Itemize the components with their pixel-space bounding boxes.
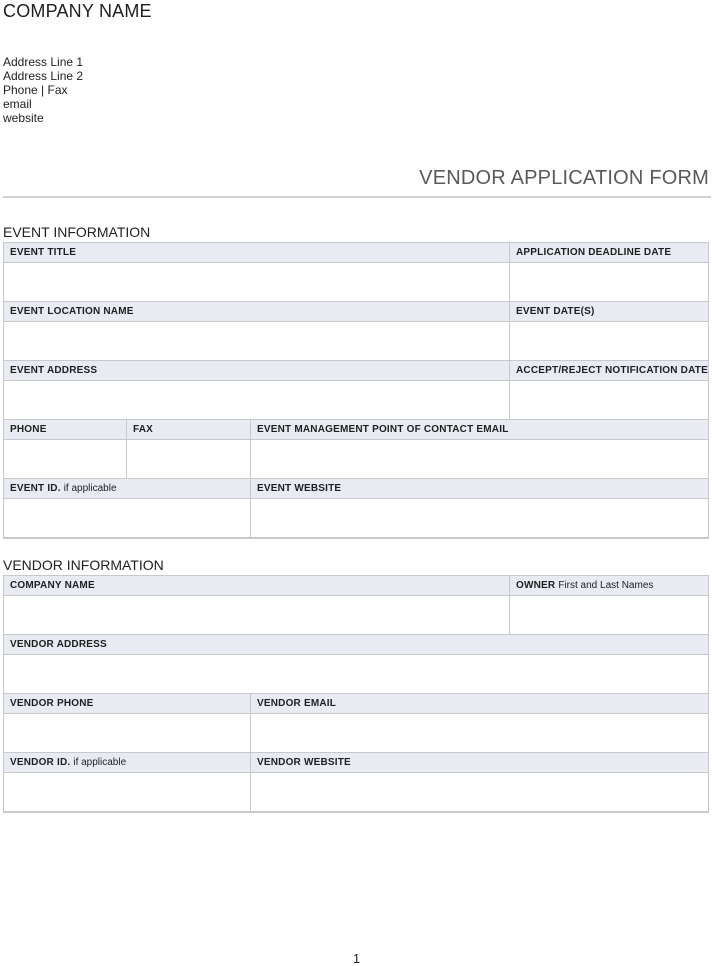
event-information-heading: EVENT INFORMATION: [3, 224, 151, 240]
event-information-table: [3, 242, 709, 539]
page-number: 1: [352, 951, 361, 966]
event-website-field[interactable]: [251, 499, 709, 538]
company-name-label: COMPANY NAME: [4, 576, 510, 596]
event-title-label: EVENT TITLE: [4, 243, 510, 263]
phone-field[interactable]: [4, 440, 127, 479]
company-name: COMPANY NAME: [3, 1, 152, 21]
title-divider: [3, 196, 711, 198]
event-id-label: EVENT ID. if applicable: [4, 479, 251, 499]
phone-fax-line: Phone | Fax: [3, 83, 68, 97]
website-line: website: [3, 111, 44, 125]
contact-email-label: EVENT MANAGEMENT POINT OF CONTACT EMAIL: [251, 420, 709, 440]
company-name-field[interactable]: [4, 596, 510, 635]
vendor-information-table: [3, 575, 709, 813]
event-dates-label: EVENT DATE(S): [510, 302, 709, 322]
event-location-name-label: EVENT LOCATION NAME: [4, 302, 510, 322]
vendor-id-field[interactable]: [4, 773, 251, 812]
address-line-1: Address Line 1: [3, 55, 84, 69]
vendor-information-heading: VENDOR INFORMATION: [3, 557, 164, 573]
vendor-phone-label: VENDOR PHONE: [4, 694, 251, 714]
event-address-field[interactable]: [4, 381, 510, 420]
vendor-email-field[interactable]: [251, 714, 709, 753]
event-title-field[interactable]: [4, 263, 510, 302]
email-line: email: [3, 97, 32, 111]
vendor-address-field[interactable]: [4, 655, 709, 694]
vendor-address-label: VENDOR ADDRESS: [4, 635, 709, 655]
vendor-website-label: VENDOR WEBSITE: [251, 753, 709, 773]
accept-reject-notification-field[interactable]: [510, 381, 709, 420]
event-dates-field[interactable]: [510, 322, 709, 361]
vendor-website-field[interactable]: [251, 773, 709, 812]
owner-label: OWNER First and Last Names: [510, 576, 709, 596]
form-title: VENDOR APPLICATION FORM: [419, 167, 709, 189]
owner-field[interactable]: [510, 596, 709, 635]
application-deadline-label: APPLICATION DEADLINE DATE: [510, 243, 709, 263]
event-location-name-field[interactable]: [4, 322, 510, 361]
phone-label: PHONE: [4, 420, 127, 440]
address-line-2: Address Line 2: [3, 69, 84, 83]
event-address-label: EVENT ADDRESS: [4, 361, 510, 381]
vendor-email-label: VENDOR EMAIL: [251, 694, 709, 714]
fax-field[interactable]: [127, 440, 251, 479]
vendor-phone-field[interactable]: [4, 714, 251, 753]
accept-reject-notification-label: ACCEPT/REJECT NOTIFICATION DATE: [510, 361, 709, 381]
fax-label: FAX: [127, 420, 251, 440]
event-id-field[interactable]: [4, 499, 251, 538]
application-deadline-field[interactable]: [510, 263, 709, 302]
vendor-id-label: VENDOR ID. if applicable: [4, 753, 251, 773]
event-website-label: EVENT WEBSITE: [251, 479, 709, 499]
company-address-block: [3, 55, 83, 125]
contact-email-field[interactable]: [251, 440, 709, 479]
